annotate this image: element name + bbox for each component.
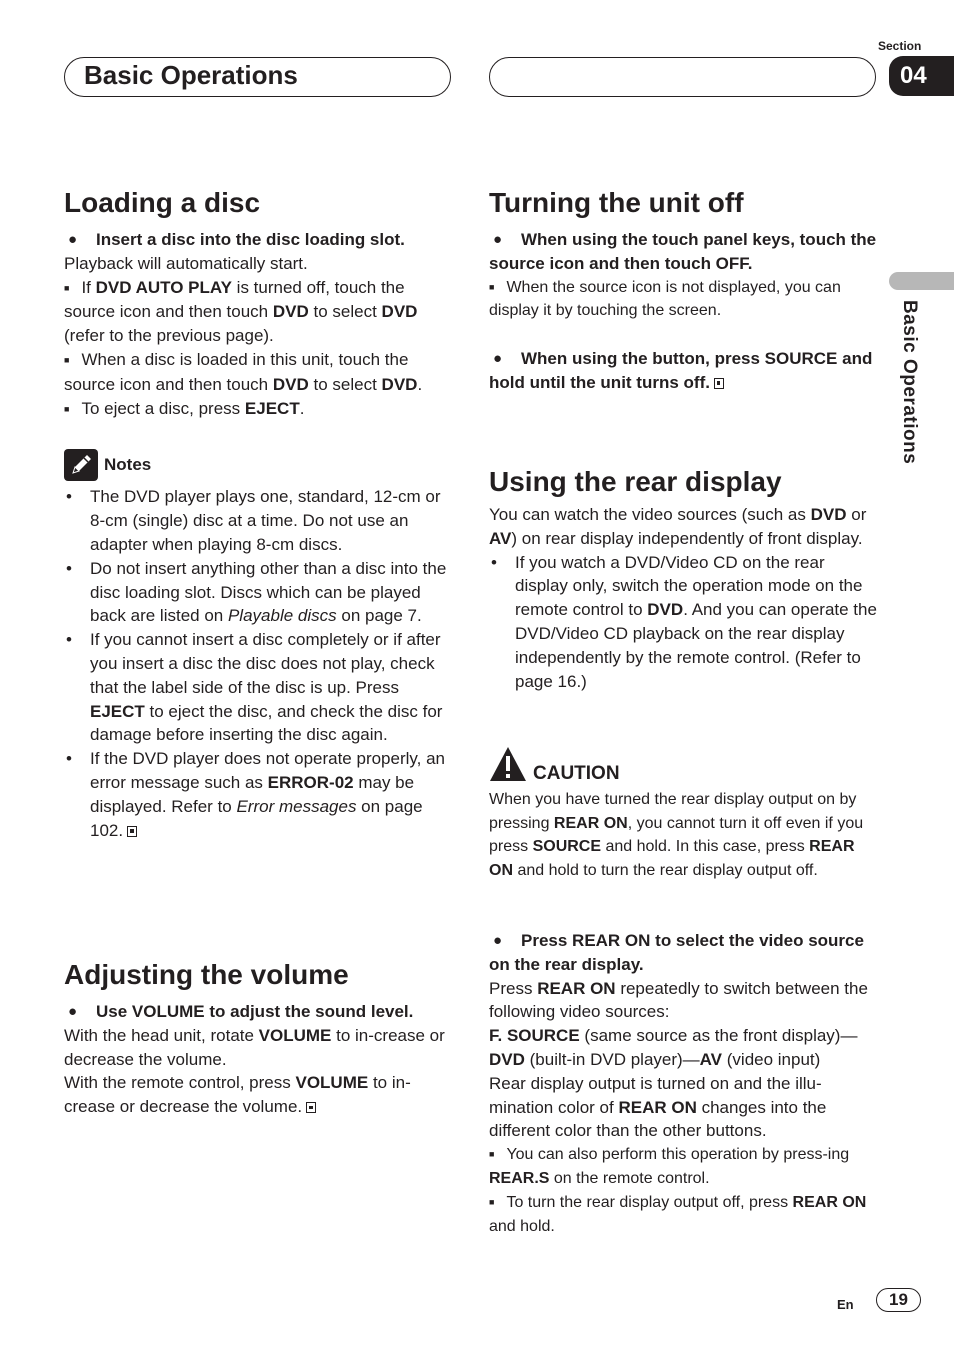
key-volume: VOLUME [295,1073,369,1093]
text: (built-in DVD player)— [524,1049,700,1069]
key-dvd-auto-play: DVD AUTO PLAY [95,277,232,297]
text: changes into the different color than the other buttons. [489,1097,827,1141]
key-av: AV [489,528,512,548]
volume-lead: ● Use VOLUME to adjust the sound level. [64,1000,454,1024]
text: (same source as the front display)— [579,1026,858,1046]
note-1: • The DVD player plays one, standard, 12-cm or 8-cm (single) disc at a time. Do not use an adapter when playing 8-cm discs. [64,485,454,556]
key-source: SOURCE [532,838,602,856]
loading-lead: ● Insert a disc into the disc loading slot. [64,228,454,252]
caution-block [489,746,879,883]
note-2 [64,557,454,628]
text: is turned off, touch the source icon and then touch [64,277,405,322]
key-rear-on: REAR ON [792,1193,867,1211]
text: You can also perform this operation by press-ing [506,1146,850,1164]
key-dvd: DVD [810,505,847,524]
text: With the head unit, rotate [64,1025,259,1045]
rear-bullet-1 [489,551,879,694]
rear-on-bullet-2 [489,1191,879,1239]
text: to select [308,374,382,394]
key-rear-on: REAR ON [618,1097,697,1117]
caution-text [489,788,879,883]
text: If [81,277,96,297]
left-column [64,186,454,842]
text: , you cannot turn it off even if you press [489,814,864,856]
end-mark-icon [306,1102,316,1113]
text: ) on rear display independently of front display. [511,528,863,548]
text: . And you can operate the DVD/Video CD playback on the rear display independently by the remote control. (Refer to page 16.) [515,600,877,691]
key-dvd: DVD [272,374,309,394]
key-eject: EJECT [90,701,145,721]
text: (video input) [722,1049,821,1069]
rear-on-section [489,929,879,1238]
text: or [846,505,867,524]
header-blank-frame [489,57,876,97]
footer-language: En [837,1297,854,1312]
key-error-02: ERROR-02 [267,772,354,792]
key-rear-on: REAR ON [489,838,855,880]
key-volume: VOLUME [258,1025,332,1045]
text: With the remote control, press [64,1073,296,1093]
text: to in-crease or decrease the volume. [64,1073,411,1117]
loading-desc: Playback will automatically start. [64,253,308,273]
heading-turning-unit-off: Turning the unit off [489,187,744,218]
side-tab-label: Basic Operations [899,300,920,465]
text: on page 102. [90,796,423,840]
section-label: Section [878,39,922,53]
unit-off-section [489,186,879,395]
key-dvd: DVD [647,600,684,620]
rear-display-section [489,465,879,693]
text: To eject a disc, press [81,398,245,418]
key-f-source: F. SOURCE [489,1026,580,1046]
rear-on-sources [489,1024,879,1072]
text: to select [308,302,382,322]
text: on the remote control. [549,1169,710,1187]
key-rear-s: REAR.S [489,1169,550,1187]
section-number: 04 [889,56,954,96]
text: If you cannot insert a disc completely or if after you insert a disc the disc does not play, check that the label side of the disc is up. Press [90,630,441,697]
loading-bullet-2 [64,348,454,397]
loading-bullet-3 [64,397,454,422]
caution-title: CAUTION [533,763,620,784]
text: Rear display output is turned on and the illu-mination color of [489,1073,822,1117]
text: Press [489,978,538,998]
text: (refer to the previous page). [64,326,274,346]
pencil-note-icon [64,449,98,481]
end-mark-icon [714,378,724,389]
side-tab-marker [889,272,954,290]
ref-error-messages: Error messages [236,796,357,816]
text: and hold. In this case, press [601,838,810,856]
volume-section [64,958,454,1119]
heading-loading-disc: Loading a disc [64,187,261,218]
text: If the DVD player does not operate properly, an error message such as [90,749,445,792]
notes-title: Notes [104,455,152,475]
text: may be displayed. Refer to [90,772,415,816]
text: repeatedly to switch between the following video sources: [489,978,868,1022]
end-mark-icon [127,826,137,837]
text: . [417,374,423,394]
rear-on-lead: ● Press REAR ON to select the video source on the rear display. [489,929,879,977]
text: to in-crease or decrease the volume. [64,1025,445,1069]
key-eject: EJECT [244,398,300,418]
ref-playable-discs: Playable discs [227,606,337,626]
rear-on-para-1 [489,977,879,1025]
volume-para-1 [64,1024,454,1072]
volume-para-2 [64,1071,454,1119]
key-dvd: DVD [489,1049,525,1069]
key-rear-on: REAR ON [553,814,628,832]
text: and hold to turn the rear display output off. [513,862,818,880]
caution-warning-icon [489,746,527,782]
text: and hold. [489,1217,555,1235]
text: on page 7. [336,606,422,626]
notes-block [64,449,454,842]
text: . [299,398,305,418]
text: Do not insert anything other than a disc into the disc loading slot. Discs which can be played back are listed on [90,558,447,626]
page-number: 19 [876,1288,921,1312]
text: to eject the disc, and check the disc for damage before inserting the disc again. [90,701,443,745]
key-rear-on: REAR ON [537,978,616,998]
text: When a disc is loaded in this unit, touch the source icon and then touch [64,349,409,394]
heading-adjusting-volume: Adjusting the volume [64,959,349,990]
note-3 [64,628,454,747]
page-header-title: Basic Operations [84,60,298,90]
unit-off-lead-1: ● When using the touch panel keys, touch the source icon and then touch OFF. [489,228,879,276]
text: When you have turned the rear display output on by pressing [489,790,857,832]
text: If you watch a DVD/Video CD on the rear display only, switch the operation mode on the remote control to [515,552,863,620]
loading-bullet-1 [64,276,454,348]
key-av: AV [699,1049,723,1069]
rear-on-bullet-1 [489,1143,879,1191]
key-dvd: DVD [381,374,418,394]
rear-para-1 [489,503,879,551]
heading-using-rear-display: Using the rear display [489,466,782,497]
note-4 [64,747,454,842]
key-dvd: DVD [272,302,309,322]
key-dvd: DVD [381,302,418,322]
text: You can watch the video sources (such as [489,505,811,524]
text: When using the button, press SOURCE and hold until the unit turns off. [489,349,873,392]
rear-on-para-3 [489,1072,879,1143]
unit-off-lead-2 [489,347,879,395]
unit-off-bullet-1: ■ When the source icon is not displayed, you can display it by touching the screen. [489,276,879,324]
text: To turn the rear display output off, press [506,1193,793,1211]
